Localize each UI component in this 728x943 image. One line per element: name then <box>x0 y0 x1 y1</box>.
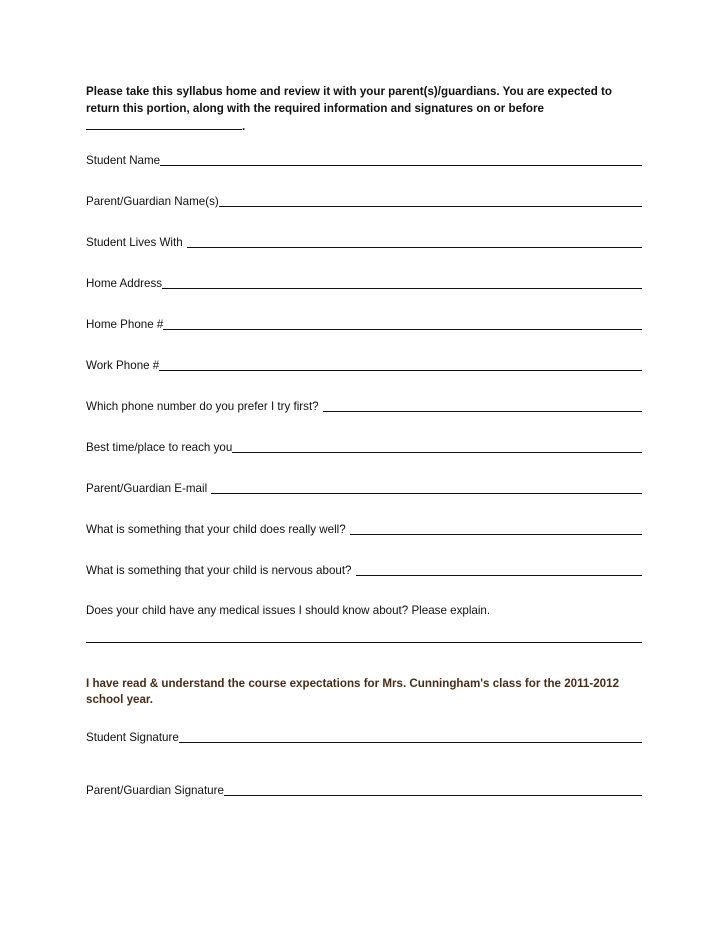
student-lives-with-field[interactable] <box>86 234 642 250</box>
parent-email-field[interactable] <box>86 480 642 496</box>
child-nervous-field[interactable] <box>86 562 642 578</box>
child-strength-field[interactable] <box>86 521 642 537</box>
answer-line[interactable] <box>219 205 642 207</box>
signature-line[interactable] <box>179 741 642 743</box>
signature-line[interactable] <box>224 794 642 796</box>
answer-line[interactable] <box>163 328 642 330</box>
parent-guardian-name-field[interactable] <box>86 193 642 209</box>
field-label: Student Lives With <box>86 236 183 249</box>
field-label: Parent/Guardian Name(s) <box>86 195 219 208</box>
field-label: What is something that your child does really well? <box>86 523 346 536</box>
due-date-blank[interactable] <box>86 117 242 130</box>
best-time-place-field[interactable] <box>86 439 642 455</box>
acknowledgement-statement: I have read & understand the course expectations for Mrs. Cunningham's class for the 2011-2012 school year. <box>86 677 620 706</box>
answer-line[interactable] <box>323 410 642 412</box>
field-label: Parent/Guardian E-mail <box>86 482 208 495</box>
student-signature-field[interactable] <box>86 729 642 745</box>
field-label: Home Phone # <box>86 318 164 331</box>
field-label: What is something that your child is nervous about? <box>86 564 352 577</box>
field-label: Student Name <box>86 154 161 167</box>
medical-issues-question: Does your child have any medical issues I should know about? Please explain. <box>86 604 491 617</box>
answer-line[interactable] <box>356 574 642 576</box>
field-label: Student Signature <box>86 731 179 744</box>
answer-line[interactable] <box>232 451 642 453</box>
parent-signature-field[interactable] <box>86 782 642 798</box>
answer-line[interactable] <box>350 533 642 535</box>
work-phone-field[interactable] <box>86 357 642 373</box>
intro-instructions <box>86 83 646 135</box>
answer-line[interactable] <box>160 164 642 166</box>
field-label: Parent/Guardian Signature <box>86 784 224 797</box>
medical-answer-line[interactable] <box>86 641 642 643</box>
home-address-field[interactable] <box>86 275 642 291</box>
field-label: Which phone number do you prefer I try first? <box>86 400 319 413</box>
home-phone-field[interactable] <box>86 316 642 332</box>
answer-line[interactable] <box>187 246 642 248</box>
intro-end-period: . <box>242 120 246 133</box>
intro-text: Please take this syllabus home and review it with your parent(s)/guardians. You are expected to return this portion, along with the required information and signatures on or before <box>86 85 612 115</box>
field-label: Best time/place to reach you <box>86 441 233 454</box>
answer-line[interactable] <box>159 369 642 371</box>
answer-line[interactable] <box>211 492 642 494</box>
answer-line[interactable] <box>162 287 642 289</box>
field-label: Work Phone # <box>86 359 160 372</box>
field-label: Home Address <box>86 277 163 290</box>
student-name-field[interactable] <box>86 152 642 168</box>
preferred-phone-field[interactable] <box>86 398 642 414</box>
